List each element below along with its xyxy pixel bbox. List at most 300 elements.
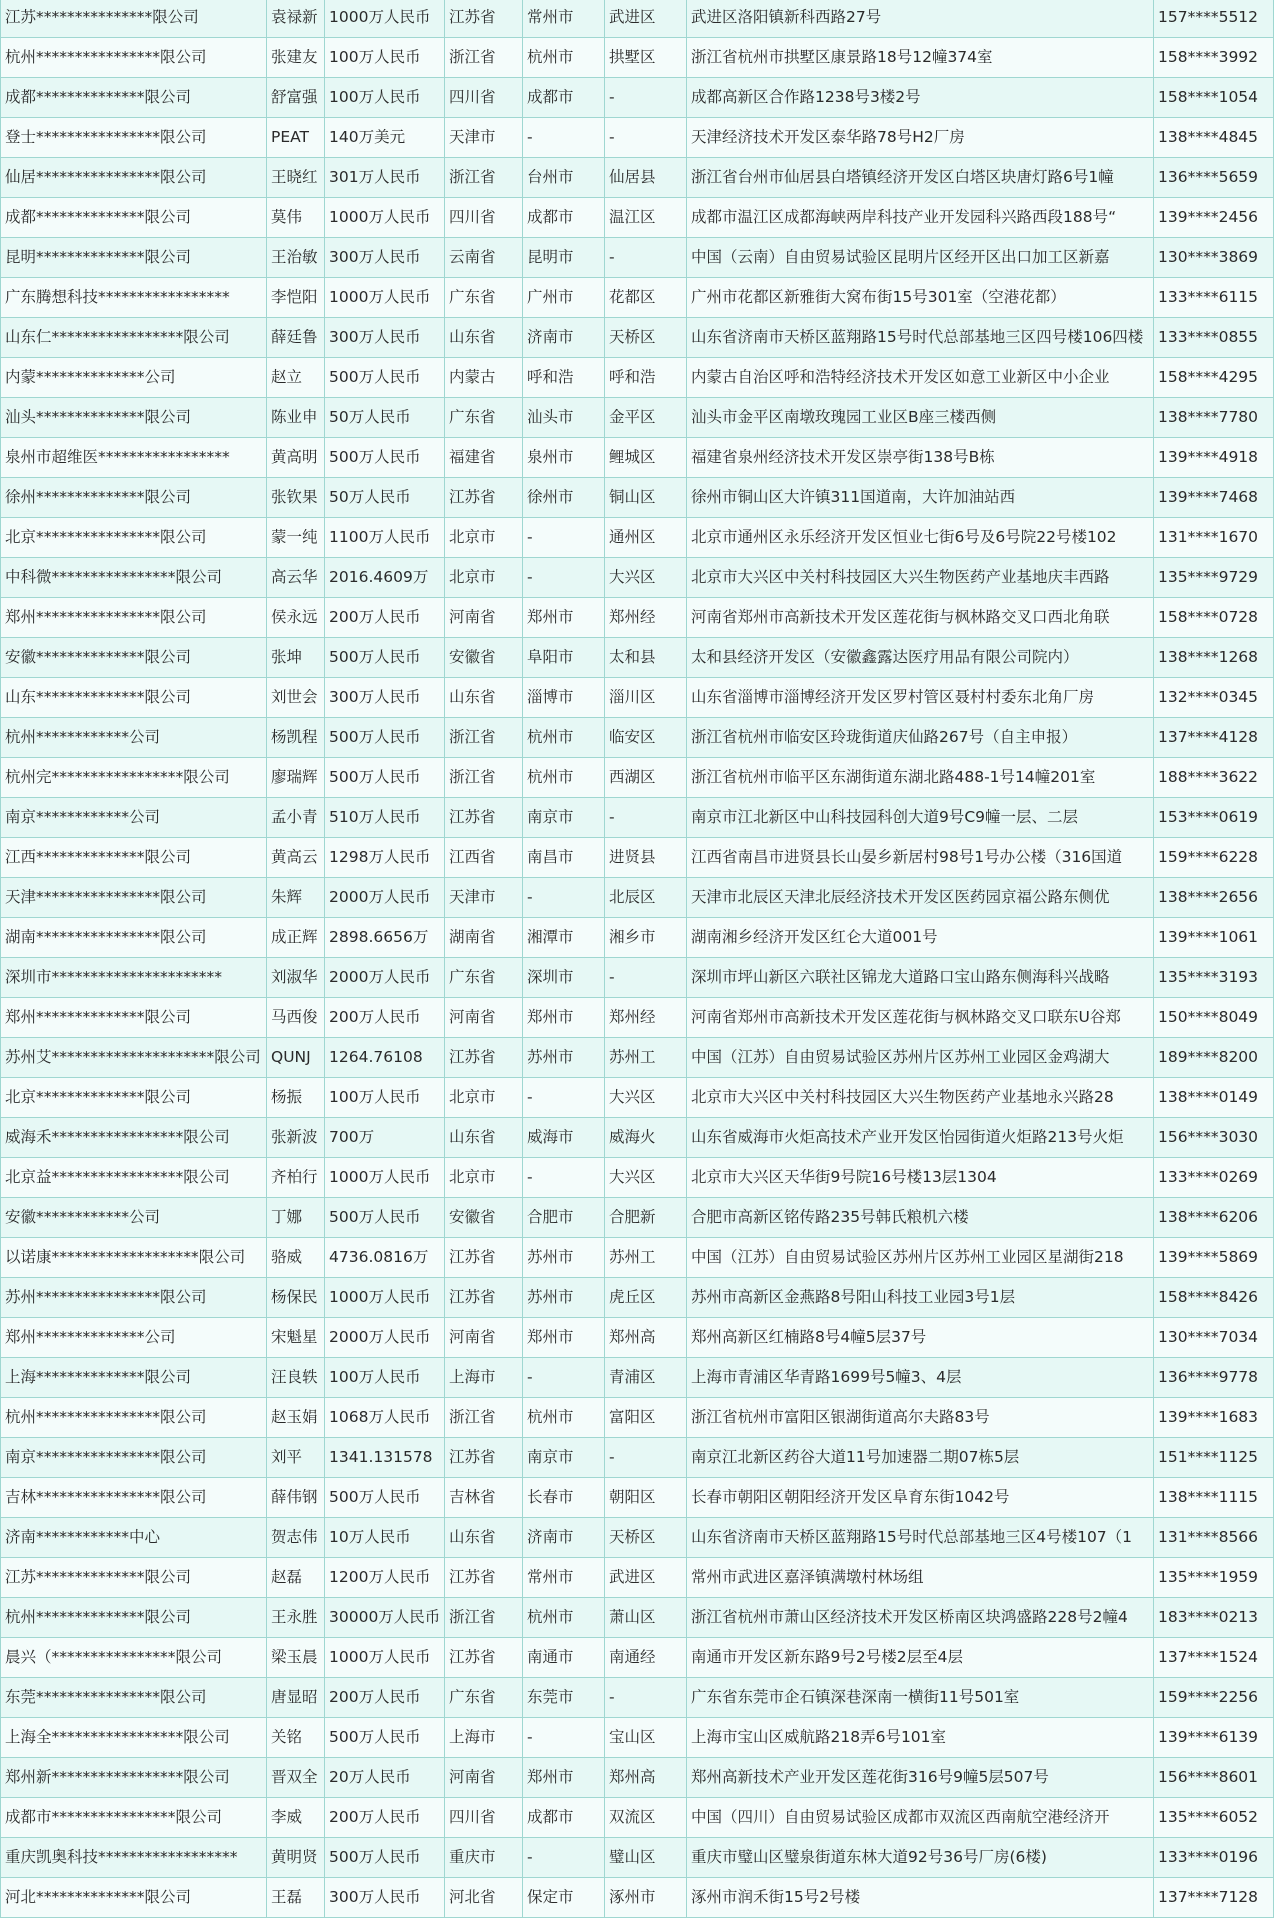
company-name-cell: 深圳市********************** xyxy=(1,958,267,998)
city-cell: 成都市 xyxy=(523,78,605,118)
address-cell: 山东省济南市天桥区蓝翔路15号时代总部基地三区四号楼106四楼 xyxy=(687,318,1154,358)
province-cell: 广东省 xyxy=(445,1678,523,1718)
province-cell: 河南省 xyxy=(445,1318,523,1358)
company-name-cell: 杭州**************限公司 xyxy=(1,1598,267,1638)
table-row xyxy=(1,1838,1274,1878)
table-row xyxy=(1,878,1274,918)
legal-person-cell: 关铭 xyxy=(267,1718,325,1758)
city-cell: 杭州市 xyxy=(523,1598,605,1638)
company-name-cell: 上海**************限公司 xyxy=(1,1358,267,1398)
address-cell: 南通市开发区新东路9号2号楼2层至4层 xyxy=(687,1638,1154,1678)
table-row xyxy=(1,118,1274,158)
city-cell: 长春市 xyxy=(523,1478,605,1518)
table-row xyxy=(1,1238,1274,1278)
phone-cell: 133****0269 xyxy=(1154,1158,1274,1198)
district-cell: 萧山区 xyxy=(605,1598,687,1638)
address-cell: 汕头市金平区南墩玫瑰园工业区B座三楼西侧 xyxy=(687,398,1154,438)
district-cell: 呼和浩 xyxy=(605,358,687,398)
registered-capital-cell: 2000万人民币 xyxy=(325,958,445,998)
city-cell: - xyxy=(523,558,605,598)
district-cell: 虎丘区 xyxy=(605,1278,687,1318)
legal-person-cell: PEAT xyxy=(267,118,325,158)
phone-cell: 188****3622 xyxy=(1154,758,1274,798)
city-cell: 郑州市 xyxy=(523,1318,605,1358)
registered-capital-cell: 50万人民币 xyxy=(325,398,445,438)
legal-person-cell: 朱辉 xyxy=(267,878,325,918)
address-cell: 常州市武进区嘉泽镇满墩村林场组 xyxy=(687,1558,1154,1598)
table-row xyxy=(1,918,1274,958)
district-cell: - xyxy=(605,1438,687,1478)
phone-cell: 156****8601 xyxy=(1154,1758,1274,1798)
district-cell: 通州区 xyxy=(605,518,687,558)
city-cell: - xyxy=(523,1358,605,1398)
phone-cell: 133****0855 xyxy=(1154,318,1274,358)
province-cell: 河南省 xyxy=(445,1758,523,1798)
province-cell: 浙江省 xyxy=(445,718,523,758)
table-row xyxy=(1,998,1274,1038)
city-cell: 南通市 xyxy=(523,1638,605,1678)
registered-capital-cell: 1298万人民币 xyxy=(325,838,445,878)
address-cell: 山东省威海市火炬高技术产业开发区怡园街道火炬路213号火炬 xyxy=(687,1118,1154,1158)
legal-person-cell: 汪良轶 xyxy=(267,1358,325,1398)
address-cell: 浙江省杭州市临平区东湖街道东湖北路488-1号14幢201室 xyxy=(687,758,1154,798)
table-row xyxy=(1,0,1274,38)
registered-capital-cell: 500万人民币 xyxy=(325,1478,445,1518)
phone-cell: 139****1061 xyxy=(1154,918,1274,958)
table-row xyxy=(1,1798,1274,1838)
table-row xyxy=(1,1518,1274,1558)
address-cell: 中国（云南）自由贸易试验区昆明片区经开区出口加工区新嘉 xyxy=(687,238,1154,278)
phone-cell: 139****1683 xyxy=(1154,1398,1274,1438)
registered-capital-cell: 1000万人民币 xyxy=(325,278,445,318)
legal-person-cell: 黄高明 xyxy=(267,438,325,478)
registered-capital-cell: 10万人民币 xyxy=(325,1518,445,1558)
province-cell: 浙江省 xyxy=(445,1398,523,1438)
table-row xyxy=(1,278,1274,318)
phone-cell: 135****6052 xyxy=(1154,1798,1274,1838)
company-name-cell: 杭州****************限公司 xyxy=(1,38,267,78)
province-cell: 河南省 xyxy=(445,598,523,638)
legal-person-cell: 侯永远 xyxy=(267,598,325,638)
table-row xyxy=(1,318,1274,358)
district-cell: 湘乡市 xyxy=(605,918,687,958)
address-cell: 太和县经济开发区（安徽鑫露达医疗用品有限公司院内） xyxy=(687,638,1154,678)
company-name-cell: 徐州**************限公司 xyxy=(1,478,267,518)
legal-person-cell: 张钦果 xyxy=(267,478,325,518)
district-cell: 璧山区 xyxy=(605,1838,687,1878)
address-cell: 广东省东莞市企石镇深巷深南一横街11号501室 xyxy=(687,1678,1154,1718)
province-cell: 四川省 xyxy=(445,198,523,238)
registered-capital-cell: 30000万人民币 xyxy=(325,1598,445,1638)
table-row xyxy=(1,1318,1274,1358)
registered-capital-cell: 100万人民币 xyxy=(325,78,445,118)
registered-capital-cell: 100万人民币 xyxy=(325,1078,445,1118)
province-cell: 上海市 xyxy=(445,1718,523,1758)
phone-cell: 156****3030 xyxy=(1154,1118,1274,1158)
legal-person-cell: 舒富强 xyxy=(267,78,325,118)
registered-capital-cell: 700万 xyxy=(325,1118,445,1158)
city-cell: 昆明市 xyxy=(523,238,605,278)
table-row xyxy=(1,158,1274,198)
city-cell: 杭州市 xyxy=(523,1398,605,1438)
company-name-cell: 山东**************限公司 xyxy=(1,678,267,718)
province-cell: 浙江省 xyxy=(445,158,523,198)
province-cell: 安徽省 xyxy=(445,1198,523,1238)
registered-capital-cell: 2898.6656万 xyxy=(325,918,445,958)
province-cell: 河南省 xyxy=(445,998,523,1038)
table-row xyxy=(1,678,1274,718)
registered-capital-cell: 300万人民币 xyxy=(325,678,445,718)
registered-capital-cell: 500万人民币 xyxy=(325,718,445,758)
company-name-cell: 河北**************限公司 xyxy=(1,1878,267,1918)
registered-capital-cell: 500万人民币 xyxy=(325,1718,445,1758)
address-cell: 江西省南昌市进贤县长山晏乡新居村98号1号办公楼（316国道 xyxy=(687,838,1154,878)
legal-person-cell: 刘平 xyxy=(267,1438,325,1478)
phone-cell: 138****0149 xyxy=(1154,1078,1274,1118)
registered-capital-cell: 50万人民币 xyxy=(325,478,445,518)
address-cell: 中国（四川）自由贸易试验区成都市双流区西南航空港经济开 xyxy=(687,1798,1154,1838)
legal-person-cell: 蒙一纯 xyxy=(267,518,325,558)
city-cell: 合肥市 xyxy=(523,1198,605,1238)
district-cell: 郑州经 xyxy=(605,598,687,638)
registered-capital-cell: 200万人民币 xyxy=(325,598,445,638)
phone-cell: 159****2256 xyxy=(1154,1678,1274,1718)
registered-capital-cell: 500万人民币 xyxy=(325,358,445,398)
city-cell: 杭州市 xyxy=(523,38,605,78)
phone-cell: 158****0728 xyxy=(1154,598,1274,638)
registered-capital-cell: 1000万人民币 xyxy=(325,198,445,238)
address-cell: 中国（江苏）自由贸易试验区苏州片区苏州工业园区星湖街218 xyxy=(687,1238,1154,1278)
legal-person-cell: 廖瑞辉 xyxy=(267,758,325,798)
city-cell: 南京市 xyxy=(523,1438,605,1478)
table-row xyxy=(1,1078,1274,1118)
district-cell: 双流区 xyxy=(605,1798,687,1838)
company-name-cell: 泉州市超维医***************** xyxy=(1,438,267,478)
registered-capital-cell: 1341.131578 xyxy=(325,1438,445,1478)
table-row xyxy=(1,1478,1274,1518)
phone-cell: 130****7034 xyxy=(1154,1318,1274,1358)
district-cell: 金平区 xyxy=(605,398,687,438)
province-cell: 河北省 xyxy=(445,1878,523,1918)
phone-cell: 130****3869 xyxy=(1154,238,1274,278)
phone-cell: 135****3193 xyxy=(1154,958,1274,998)
city-cell: 东莞市 xyxy=(523,1678,605,1718)
table-row xyxy=(1,1358,1274,1398)
legal-person-cell: 齐柏行 xyxy=(267,1158,325,1198)
table-row xyxy=(1,638,1274,678)
address-cell: 内蒙古自治区呼和浩特经济技术开发区如意工业新区中小企业 xyxy=(687,358,1154,398)
province-cell: 四川省 xyxy=(445,1798,523,1838)
address-cell: 天津经济技术开发区泰华路78号H2厂房 xyxy=(687,118,1154,158)
city-cell: - xyxy=(523,1718,605,1758)
district-cell: - xyxy=(605,238,687,278)
company-name-cell: 湖南****************限公司 xyxy=(1,918,267,958)
company-name-cell: 昆明**************限公司 xyxy=(1,238,267,278)
address-cell: 中国（江苏）自由贸易试验区苏州片区苏州工业园区金鸡湖大 xyxy=(687,1038,1154,1078)
province-cell: 天津市 xyxy=(445,878,523,918)
district-cell: 青浦区 xyxy=(605,1358,687,1398)
address-cell: 成都市温江区成都海峡两岸科技产业开发园科兴路西段188号“ xyxy=(687,198,1154,238)
legal-person-cell: QUNJ xyxy=(267,1038,325,1078)
table-row xyxy=(1,358,1274,398)
legal-person-cell: 杨凯程 xyxy=(267,718,325,758)
registered-capital-cell: 200万人民币 xyxy=(325,1678,445,1718)
district-cell: 威海火 xyxy=(605,1118,687,1158)
province-cell: 浙江省 xyxy=(445,758,523,798)
company-name-cell: 江西**************限公司 xyxy=(1,838,267,878)
district-cell: - xyxy=(605,118,687,158)
city-cell: - xyxy=(523,878,605,918)
address-cell: 山东省淄博市淄博经济开发区罗村管区聂村村委东北角厂房 xyxy=(687,678,1154,718)
district-cell: 西湖区 xyxy=(605,758,687,798)
legal-person-cell: 成正辉 xyxy=(267,918,325,958)
city-cell: 汕头市 xyxy=(523,398,605,438)
registered-capital-cell: 1264.76108 xyxy=(325,1038,445,1078)
legal-person-cell: 杨振 xyxy=(267,1078,325,1118)
district-cell: 南通经 xyxy=(605,1638,687,1678)
company-name-cell: 广东腾想科技***************** xyxy=(1,278,267,318)
district-cell: - xyxy=(605,78,687,118)
phone-cell: 153****0619 xyxy=(1154,798,1274,838)
registered-capital-cell: 1068万人民币 xyxy=(325,1398,445,1438)
legal-person-cell: 薛伟钢 xyxy=(267,1478,325,1518)
registered-capital-cell: 1000万人民币 xyxy=(325,1638,445,1678)
registered-capital-cell: 200万人民币 xyxy=(325,1798,445,1838)
legal-person-cell: 袁禄新 xyxy=(267,0,325,38)
company-name-cell: 内蒙**************公司 xyxy=(1,358,267,398)
registered-capital-cell: 20万人民币 xyxy=(325,1758,445,1798)
city-cell: - xyxy=(523,1078,605,1118)
province-cell: 山东省 xyxy=(445,1118,523,1158)
table-row xyxy=(1,1718,1274,1758)
phone-cell: 159****6228 xyxy=(1154,838,1274,878)
district-cell: 仙居县 xyxy=(605,158,687,198)
city-cell: 常州市 xyxy=(523,1558,605,1598)
city-cell: 郑州市 xyxy=(523,998,605,1038)
province-cell: 江苏省 xyxy=(445,0,523,38)
province-cell: 重庆市 xyxy=(445,1838,523,1878)
phone-cell: 133****0196 xyxy=(1154,1838,1274,1878)
company-name-cell: 郑州**************限公司 xyxy=(1,998,267,1038)
phone-cell: 135****9729 xyxy=(1154,558,1274,598)
province-cell: 山东省 xyxy=(445,678,523,718)
city-cell: 徐州市 xyxy=(523,478,605,518)
district-cell: 天桥区 xyxy=(605,1518,687,1558)
province-cell: 山东省 xyxy=(445,1518,523,1558)
phone-cell: 132****0345 xyxy=(1154,678,1274,718)
address-cell: 北京市大兴区中关村科技园区大兴生物医药产业基地庆丰西路 xyxy=(687,558,1154,598)
registered-capital-cell: 510万人民币 xyxy=(325,798,445,838)
company-name-cell: 以诺康*******************限公司 xyxy=(1,1238,267,1278)
district-cell: - xyxy=(605,958,687,998)
company-name-cell: 杭州****************限公司 xyxy=(1,1398,267,1438)
address-cell: 河南省郑州市高新技术开发区莲花街与枫林路交叉口联东U谷郑 xyxy=(687,998,1154,1038)
address-cell: 河南省郑州市高新技术开发区莲花街与枫林路交叉口西北角联 xyxy=(687,598,1154,638)
company-name-cell: 登士****************限公司 xyxy=(1,118,267,158)
table-row xyxy=(1,198,1274,238)
company-name-cell: 江苏***************限公司 xyxy=(1,0,267,38)
registered-capital-cell: 4736.0816万 xyxy=(325,1238,445,1278)
phone-cell: 135****1959 xyxy=(1154,1558,1274,1598)
phone-cell: 139****2456 xyxy=(1154,198,1274,238)
company-name-cell: 仙居****************限公司 xyxy=(1,158,267,198)
registered-capital-cell: 1000万人民币 xyxy=(325,1278,445,1318)
legal-person-cell: 高云华 xyxy=(267,558,325,598)
registered-capital-cell: 300万人民币 xyxy=(325,1878,445,1918)
address-cell: 长春市朝阳区朝阳经济开发区阜育东街1042号 xyxy=(687,1478,1154,1518)
address-cell: 郑州高新技术产业开发区莲花街316号9幢5层507号 xyxy=(687,1758,1154,1798)
address-cell: 浙江省杭州市富阳区银湖街道高尔夫路83号 xyxy=(687,1398,1154,1438)
phone-cell: 139****5869 xyxy=(1154,1238,1274,1278)
district-cell: 合肥新 xyxy=(605,1198,687,1238)
table-body xyxy=(1,0,1274,1918)
city-cell: 呼和浩 xyxy=(523,358,605,398)
registered-capital-cell: 500万人民币 xyxy=(325,1198,445,1238)
legal-person-cell: 张坤 xyxy=(267,638,325,678)
province-cell: 北京市 xyxy=(445,518,523,558)
address-cell: 上海市青浦区华青路1699号5幢3、4层 xyxy=(687,1358,1154,1398)
address-cell: 南京市江北新区中山科技园科创大道9号C9幢一层、二层 xyxy=(687,798,1154,838)
city-cell: 杭州市 xyxy=(523,718,605,758)
district-cell: 宝山区 xyxy=(605,1718,687,1758)
table-row xyxy=(1,1638,1274,1678)
registered-capital-cell: 2000万人民币 xyxy=(325,878,445,918)
district-cell: 鲤城区 xyxy=(605,438,687,478)
district-cell: 进贤县 xyxy=(605,838,687,878)
province-cell: 江苏省 xyxy=(445,1238,523,1278)
province-cell: 吉林省 xyxy=(445,1478,523,1518)
legal-person-cell: 李恺阳 xyxy=(267,278,325,318)
table-row xyxy=(1,1198,1274,1238)
city-cell: 济南市 xyxy=(523,318,605,358)
address-cell: 武进区洛阳镇新科西路27号 xyxy=(687,0,1154,38)
registered-capital-cell: 100万人民币 xyxy=(325,1358,445,1398)
address-cell: 北京市大兴区天华街9号院16号楼13层1304 xyxy=(687,1158,1154,1198)
registered-capital-cell: 1000万人民币 xyxy=(325,0,445,38)
province-cell: 云南省 xyxy=(445,238,523,278)
legal-person-cell: 王磊 xyxy=(267,1878,325,1918)
company-name-cell: 郑州****************限公司 xyxy=(1,598,267,638)
registered-capital-cell: 2000万人民币 xyxy=(325,1318,445,1358)
company-name-cell: 成都**************限公司 xyxy=(1,198,267,238)
table-row xyxy=(1,1398,1274,1438)
district-cell: 天桥区 xyxy=(605,318,687,358)
legal-person-cell: 孟小青 xyxy=(267,798,325,838)
district-cell: - xyxy=(605,798,687,838)
phone-cell: 138****1268 xyxy=(1154,638,1274,678)
table-row xyxy=(1,1678,1274,1718)
address-cell: 深圳市坪山新区六联社区锦龙大道路口宝山路东侧海科兴战略 xyxy=(687,958,1154,998)
phone-cell: 131****8566 xyxy=(1154,1518,1274,1558)
city-cell: 郑州市 xyxy=(523,598,605,638)
province-cell: 江苏省 xyxy=(445,1558,523,1598)
table-row xyxy=(1,1878,1274,1918)
province-cell: 浙江省 xyxy=(445,1598,523,1638)
address-cell: 徐州市铜山区大许镇311国道南，大许加油站西 xyxy=(687,478,1154,518)
legal-person-cell: 赵磊 xyxy=(267,1558,325,1598)
phone-cell: 150****8049 xyxy=(1154,998,1274,1038)
address-cell: 浙江省杭州市拱墅区康景路18号12幢374室 xyxy=(687,38,1154,78)
phone-cell: 158****8426 xyxy=(1154,1278,1274,1318)
table-row xyxy=(1,478,1274,518)
city-cell: 苏州市 xyxy=(523,1278,605,1318)
province-cell: 江苏省 xyxy=(445,1278,523,1318)
company-name-cell: 吉林****************限公司 xyxy=(1,1478,267,1518)
legal-person-cell: 宋魁星 xyxy=(267,1318,325,1358)
company-name-cell: 杭州完*****************限公司 xyxy=(1,758,267,798)
phone-cell: 133****6115 xyxy=(1154,278,1274,318)
legal-person-cell: 薛廷鲁 xyxy=(267,318,325,358)
registered-capital-cell: 1100万人民币 xyxy=(325,518,445,558)
city-cell: 保定市 xyxy=(523,1878,605,1918)
registered-capital-cell: 200万人民币 xyxy=(325,998,445,1038)
table-row xyxy=(1,438,1274,478)
company-name-cell: 郑州新*****************限公司 xyxy=(1,1758,267,1798)
company-name-cell: 郑州**************公司 xyxy=(1,1318,267,1358)
company-name-cell: 成都市****************限公司 xyxy=(1,1798,267,1838)
province-cell: 北京市 xyxy=(445,1158,523,1198)
company-name-cell: 江苏**************限公司 xyxy=(1,1558,267,1598)
legal-person-cell: 刘淑华 xyxy=(267,958,325,998)
phone-cell: 138****4845 xyxy=(1154,118,1274,158)
company-name-cell: 南京************公司 xyxy=(1,798,267,838)
address-cell: 天津市北辰区天津北辰经济技术开发区医药园京福公路东侧优 xyxy=(687,878,1154,918)
legal-person-cell: 王晓红 xyxy=(267,158,325,198)
phone-cell: 158****4295 xyxy=(1154,358,1274,398)
province-cell: 四川省 xyxy=(445,78,523,118)
registered-capital-cell: 500万人民币 xyxy=(325,1838,445,1878)
district-cell: 郑州高 xyxy=(605,1758,687,1798)
district-cell: 武进区 xyxy=(605,1558,687,1598)
address-cell: 北京市大兴区中关村科技园区大兴生物医药产业基地永兴路28 xyxy=(687,1078,1154,1118)
table-row xyxy=(1,518,1274,558)
company-name-cell: 南京****************限公司 xyxy=(1,1438,267,1478)
district-cell: 苏州工 xyxy=(605,1238,687,1278)
district-cell: 大兴区 xyxy=(605,558,687,598)
phone-cell: 189****8200 xyxy=(1154,1038,1274,1078)
company-name-cell: 安徽**************限公司 xyxy=(1,638,267,678)
table-row xyxy=(1,1038,1274,1078)
table-row xyxy=(1,1558,1274,1598)
district-cell: 富阳区 xyxy=(605,1398,687,1438)
province-cell: 山东省 xyxy=(445,318,523,358)
registered-capital-cell: 301万人民币 xyxy=(325,158,445,198)
city-cell: 杭州市 xyxy=(523,758,605,798)
company-name-cell: 东莞****************限公司 xyxy=(1,1678,267,1718)
province-cell: 天津市 xyxy=(445,118,523,158)
province-cell: 上海市 xyxy=(445,1358,523,1398)
registered-capital-cell: 500万人民币 xyxy=(325,638,445,678)
table-row xyxy=(1,958,1274,998)
province-cell: 广东省 xyxy=(445,278,523,318)
table-row xyxy=(1,1438,1274,1478)
legal-person-cell: 陈业申 xyxy=(267,398,325,438)
address-cell: 成都高新区合作路1238号3楼2号 xyxy=(687,78,1154,118)
table-row xyxy=(1,598,1274,638)
district-cell: 淄川区 xyxy=(605,678,687,718)
district-cell: 朝阳区 xyxy=(605,1478,687,1518)
company-name-cell: 苏州艾*********************限公司 xyxy=(1,1038,267,1078)
province-cell: 江苏省 xyxy=(445,478,523,518)
province-cell: 北京市 xyxy=(445,1078,523,1118)
company-name-cell: 北京**************限公司 xyxy=(1,1078,267,1118)
address-cell: 浙江省台州市仙居县白塔镇经济开发区白塔区块唐灯路6号1幢 xyxy=(687,158,1154,198)
address-cell: 涿州市润禾街15号2号楼 xyxy=(687,1878,1154,1918)
address-cell: 福建省泉州经济技术开发区崇亭街138号B栋 xyxy=(687,438,1154,478)
legal-person-cell: 杨保民 xyxy=(267,1278,325,1318)
registered-capital-cell: 1000万人民币 xyxy=(325,1158,445,1198)
company-name-cell: 济南************中心 xyxy=(1,1518,267,1558)
